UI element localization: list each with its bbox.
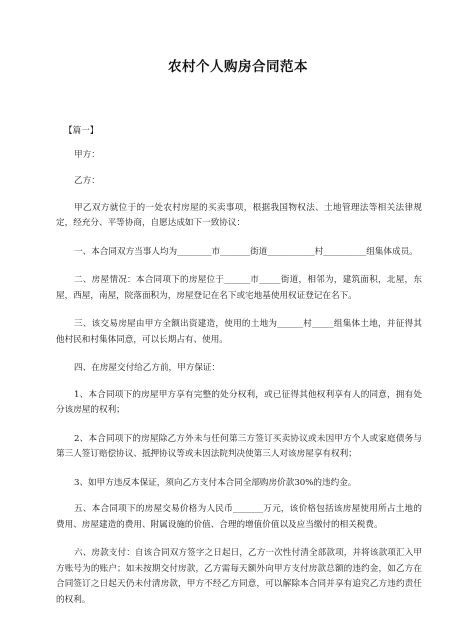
document-body (56, 124, 422, 621)
clause-5: 五、本合同项下的房屋交易价格为人民币_______万元，该价格包括该房屋使用所占土地的费用、房屋建造的费用、附属设施的价值、合理的增值价值以及应当缴付的相关税费。 (56, 504, 422, 530)
preamble-paragraph: 甲乙双方就位于的一处农村房屋的买卖事项，根据我国物权法、土地管理法等相关法律规定，经充分、平等协商，自愿达成如下一致协议： (56, 202, 422, 228)
party-a-line: 甲方： (74, 149, 100, 160)
clause-4: 四、在房屋交付给乙方前，甲方保证： (74, 363, 221, 373)
clause-2: 二、房屋情况：本合同项下的房屋位于______市_____街道，相邻为，建筑面积，北屋，东屋，西屋，南屋，院落面积为，房屋登记在名下或宅地基使用权证登记在名下。 (56, 275, 422, 301)
clause-4-item-2: 2、本合同项下的房屋除乙方外未与任何第三方签订买卖协议或未因甲方个人或家庭债务与第三人签订赔偿协议、抵押协议等或未因法院判决使第三人对该房屋享有权利； (56, 433, 422, 459)
clause-4-item-3: 3、如甲方违反本保证，须向乙方支付本合同全部购房价款30%的违约金。 (74, 477, 357, 488)
clause-3: 三、该交易房屋由甲方全额出资建造，使用的土地为______村_____组集体土地，并征得其他村民和村集体同意，可以长期占有、使用。 (56, 319, 422, 345)
clause-4-item-1: 1、本合同项下的房屋甲方享有完整的处分权利，或已征得其他权利享有人的同意，拥有处分该房屋的权利； (56, 389, 422, 415)
party-b-line: 乙方： (74, 176, 100, 186)
clause-6: 六、房款支付：自该合同双方签字之日起日，乙方一次性付清全部款项，并将该款项汇入甲方账号为的账户；如未按期交付房款，乙方需每天额外向甲方支付房款总额的违约金，如乙方在合同签订之日起天仍未付清房款，甲方不经乙方同意，可以解除本合同并享有追究乙方违约责任的权利。 (56, 548, 422, 605)
document-title: 农村个人购房合同范本 (168, 59, 308, 75)
section-heading: 【篇一】 (64, 126, 99, 136)
clause-1: 一、本合同双方当事人均为________市_______街道___________村__________组集体成员。 (74, 246, 418, 257)
